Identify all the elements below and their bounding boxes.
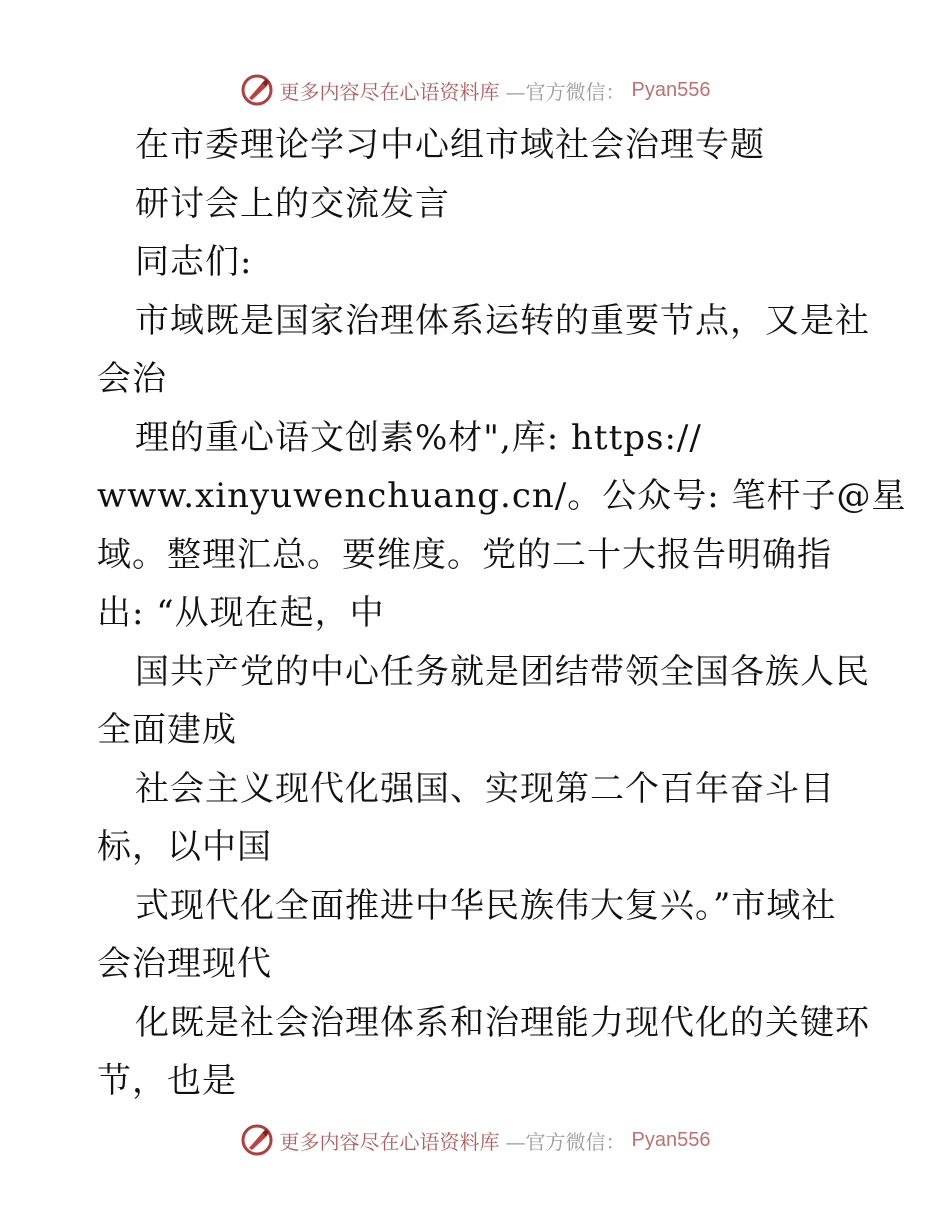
- paragraph-line: 理的重心语文创素%材",库: https://: [135, 417, 702, 458]
- fountain-pen-logo-icon: [240, 73, 274, 107]
- footer-watermark-banner: [0, 1120, 950, 1160]
- paragraph-line: 标，以中国: [97, 827, 272, 867]
- contact-label: —官方微信：: [505, 1129, 626, 1154]
- paragraph-line: 市域既是国家治理体系运转的重要节点，又是社: [135, 300, 870, 341]
- salutation: 同志们:: [135, 242, 253, 282]
- header-watermark-banner: [0, 70, 950, 110]
- paragraph-line: 域。整理汇总。要维度。党的二十大报告明确指: [97, 534, 832, 575]
- wechat-id: Pyan556: [631, 78, 711, 101]
- paragraph-line: 社会主义现代化强国、实现第二个百年奋斗目: [135, 768, 835, 809]
- document-body: [97, 116, 907, 1111]
- paragraph-line: www.xinyuwenchuang.cn/。公众号: 笔杆子@星: [97, 476, 907, 516]
- fountain-pen-logo-icon: [240, 1123, 274, 1157]
- wechat-id: Pyan556: [631, 1128, 711, 1151]
- paragraph-line: 化既是社会治理体系和治理能力现代化的关键环: [135, 1002, 870, 1043]
- paragraph-line: 全面建成: [97, 710, 237, 750]
- paragraph-line: 式现代化全面推进中华民族伟大复兴。”市域社: [135, 885, 837, 926]
- paragraph-line: 会治: [97, 359, 167, 399]
- paragraph-line: 出: “从现在起，中: [97, 593, 385, 633]
- paragraph-line: 国共产党的中心任务就是团结带领全国各族人民: [135, 651, 870, 692]
- contact-label: —官方微信：: [505, 79, 626, 104]
- paragraph-line: 节，也是: [97, 1061, 237, 1101]
- site-name-text: 更多内容尽在心语资料库: [279, 79, 500, 104]
- paragraph-line: 会治理现代: [97, 944, 272, 984]
- site-name-text: 更多内容尽在心语资料库: [279, 1129, 500, 1154]
- document-title-line-2: 研讨会上的交流发言: [135, 183, 450, 224]
- document-title-line-1: 在市委理论学习中心组市域社会治理专题: [135, 125, 765, 165]
